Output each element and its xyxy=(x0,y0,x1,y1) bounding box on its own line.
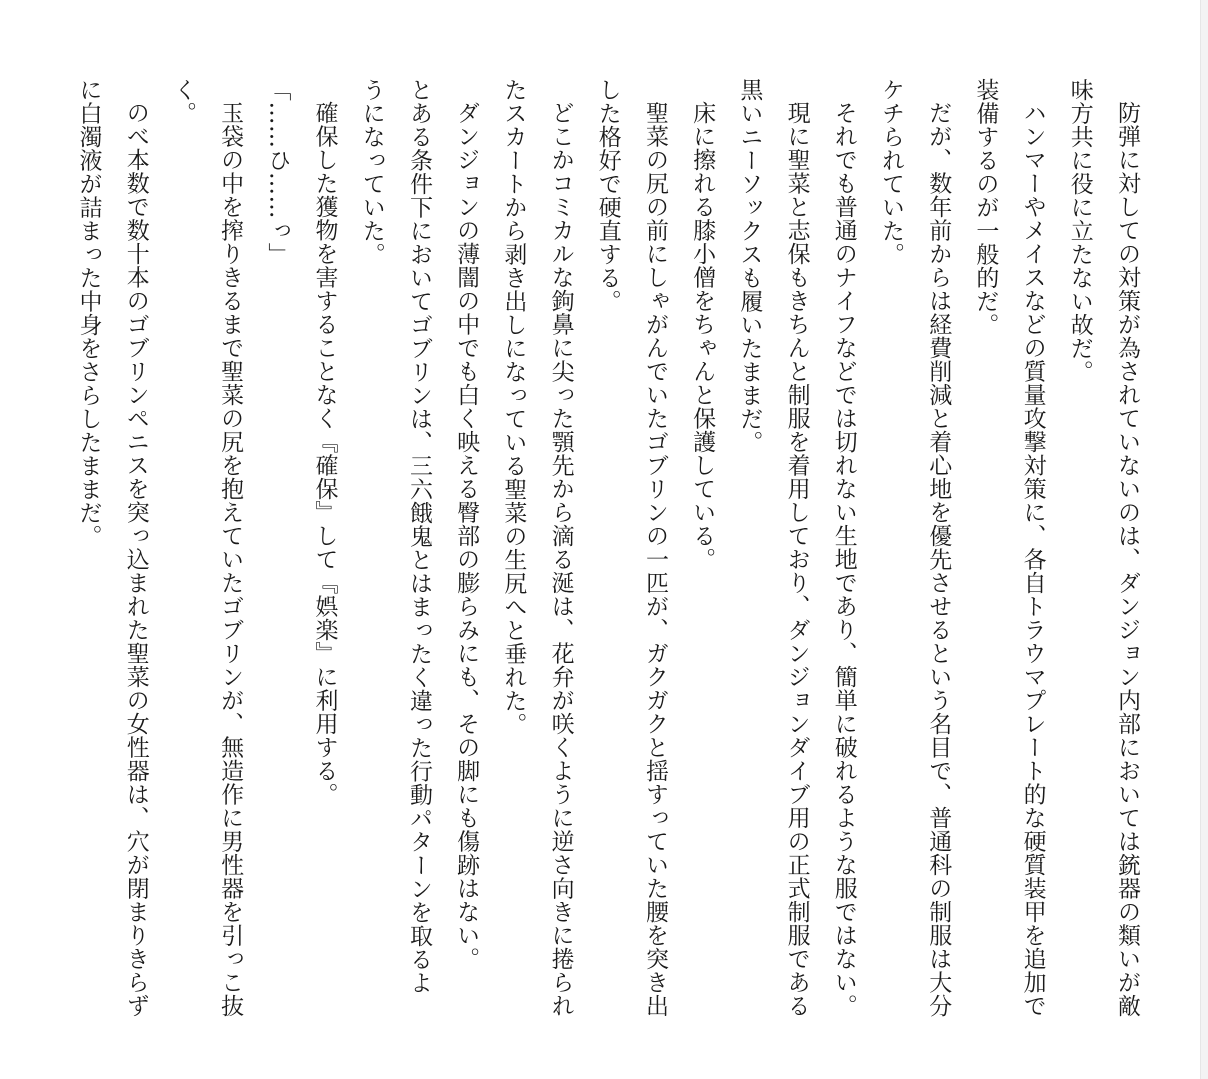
text-line-20: 玉袋の中を搾りきるまで聖菜の尻を抱えていたゴブリンが、無造作に男性器を引っこ抜 xyxy=(217,101,244,1018)
text-line-2: 味方共に役に立たない故だ。 xyxy=(1066,78,1093,384)
text-line-23: に白濁液が詰まった中身をさらしたままだ。 xyxy=(75,78,102,548)
text-line-8: 現に聖菜と志保もきちんと制服を着用しており、ダンジョンダイブ用の正式制服である xyxy=(783,101,810,1018)
text-line-3: ハンマーやメイスなどの質量攻撃対策に、各自トラウマプレート的な硬質装甲を追加で xyxy=(1019,101,1046,1018)
text-line-4: 装備するのが一般的だ。 xyxy=(972,78,999,337)
scrollbar-track[interactable] xyxy=(1200,0,1208,1079)
text-line-6: ケチられていた。 xyxy=(877,78,904,266)
text-line-12: した格好で硬直する。 xyxy=(594,78,621,313)
text-line-19: 「……ひ……っ」 xyxy=(264,78,291,266)
text-line-10: 床に擦れる膝小僧をちゃんと保護している。 xyxy=(689,101,716,571)
text-line-13: どこかコミカルな鉤鼻に尖った顎先から滴る涎は、花弁が咲くように逆さ向きに捲られ xyxy=(547,101,574,1018)
text-line-11: 聖菜の尻の前にしゃがんでいたゴブリンの一匹が、ガクガクと揺すっていた腰を突き出 xyxy=(641,101,668,1018)
text-line-17: うになっていた。 xyxy=(358,78,385,266)
text-line-16: とある条件下においてゴブリンは、三六餓鬼とはまったく違った行動パターンを取るよ xyxy=(405,78,432,995)
text-line-14: たスカートから剥き出しになっている聖菜の生尻へと垂れた。 xyxy=(500,78,527,736)
text-line-7: それでも普通のナイフなどでは切れない生地であり、簡単に破れるような服ではない。 xyxy=(830,101,857,1018)
text-line-9: 黒いニーソックスも履いたままだ。 xyxy=(736,78,763,454)
text-line-22: のべ本数で数十本のゴブリンペニスを突っ込まれた聖菜の女性器は、穴が閉まりきらず xyxy=(122,101,149,1018)
text-line-15: ダンジョンの薄闇の中でも白く映える臀部の膨らみにも、その脚にも傷跡はない。 xyxy=(453,101,480,971)
vertical-text-body xyxy=(64,78,1150,1058)
text-line-18: 確保した獲物を害することなく『確保』して『娯楽』に利用する。 xyxy=(311,101,338,806)
text-line-5: だが、数年前からは経費削減と着心地を優先させるという名目で、普通科の制服は大分 xyxy=(925,101,952,1018)
text-line-1: 防弾に対しての対策が為されていないのは、ダンジョン内部においては銃器の類いが敵 xyxy=(1114,101,1140,1018)
text-line-21: く。 xyxy=(169,78,196,125)
